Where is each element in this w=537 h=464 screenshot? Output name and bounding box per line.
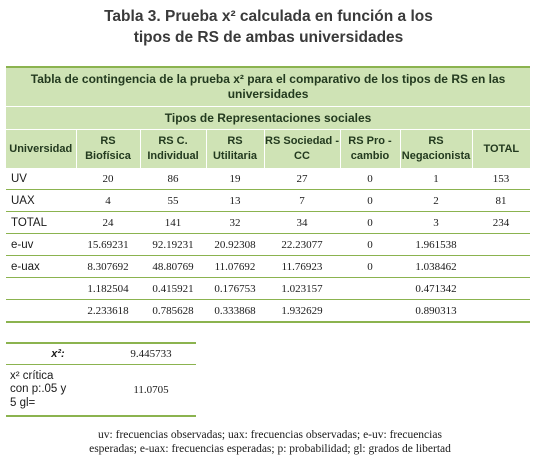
table-cell: 55 (140, 190, 206, 212)
table-cell (472, 300, 530, 323)
table-cell: 32 (206, 212, 264, 234)
table-cell: 0.471342 (400, 278, 472, 300)
table-cell: 0.785628 (140, 300, 206, 323)
column-header: TOTAL (472, 130, 530, 169)
table-row (6, 256, 530, 278)
table-cell: 24 (76, 212, 140, 234)
table-cell: 1.023157 (264, 278, 340, 300)
table-row (6, 234, 530, 256)
column-header: RS Sociedad - CC (264, 130, 340, 169)
table-cell: 3 (400, 212, 472, 234)
table-cell: 20.92308 (206, 234, 264, 256)
table-cell: 2 (400, 190, 472, 212)
table-title-line-1: Tabla 3. Prueba x² calculada en función a los (104, 8, 433, 25)
row-label: TOTAL (6, 212, 76, 234)
footnote-line-1: uv: frecuencias observadas; uax: frecuencias observadas; e-uv: frecuencias (98, 429, 442, 441)
critical-label-line-1: x² crítica (10, 369, 54, 382)
table-caption: Tabla de contingencia de la prueba x² para el comparativo de los tipos de RS en las universidades (6, 67, 530, 107)
table-cell: 19 (206, 168, 264, 190)
column-headers (6, 130, 530, 169)
table-cell: 0 (340, 168, 400, 190)
table-cell: 27 (264, 168, 340, 190)
table-cell: 0 (340, 234, 400, 256)
table-row (6, 168, 530, 190)
column-header: RS Negacionista (400, 130, 472, 169)
critical-label (6, 365, 106, 417)
table-cell: 81 (472, 190, 530, 212)
group-header: Tipos de Representaciones sociales (6, 107, 530, 130)
column-header: RS Pro - cambio (340, 130, 400, 169)
table-cell: 0.415921 (140, 278, 206, 300)
column-header: RS Biofísica (76, 130, 140, 169)
table-cell: 8.307692 (76, 256, 140, 278)
table-cell: 34 (264, 212, 340, 234)
row-label (6, 300, 76, 323)
table-cell: 11.76923 (264, 256, 340, 278)
row-label: UV (6, 168, 76, 190)
table-cell: 1.932629 (264, 300, 340, 323)
row-label: e-uax (6, 256, 76, 278)
column-header: RS C. Individual (140, 130, 206, 169)
critical-label-line-3: 5 gl= (10, 396, 36, 409)
footnote (40, 428, 500, 456)
table-cell: 0 (340, 212, 400, 234)
table-cell: 1.961538 (400, 234, 472, 256)
table-cell: 153 (472, 168, 530, 190)
table-title (0, 6, 537, 48)
row-label: e-uv (6, 234, 76, 256)
table-cell: 11.07692 (206, 256, 264, 278)
table-cell: 86 (140, 168, 206, 190)
table-cell: 0 (340, 256, 400, 278)
table-row (6, 300, 530, 323)
table-row (6, 278, 530, 300)
table-cell (472, 234, 530, 256)
table-cell: 0.176753 (206, 278, 264, 300)
row-label (6, 278, 76, 300)
table-cell: 1.182504 (76, 278, 140, 300)
table-cell: 48.80769 (140, 256, 206, 278)
table-cell: 13 (206, 190, 264, 212)
table-cell: 0.890313 (400, 300, 472, 323)
critical-value: 11.0705 (106, 365, 196, 417)
table-cell: 1.038462 (400, 256, 472, 278)
table-cell: 234 (472, 212, 530, 234)
table-cell: 2.233618 (76, 300, 140, 323)
table-cell: 0.333868 (206, 300, 264, 323)
table-cell: 92.19231 (140, 234, 206, 256)
table-cell: 20 (76, 168, 140, 190)
table-cell: 7 (264, 190, 340, 212)
table-cell (340, 300, 400, 323)
column-header: Universidad (6, 130, 76, 169)
table-cell: 22.23077 (264, 234, 340, 256)
table-cell (472, 278, 530, 300)
table-cell: 141 (140, 212, 206, 234)
table-cell: 0 (340, 190, 400, 212)
table-row (6, 190, 530, 212)
critical-label-line-2: con p:.05 y (10, 383, 67, 396)
table-title-line-2: tipos de RS de ambas universidades (133, 29, 404, 46)
table-cell: 15.69231 (76, 234, 140, 256)
contingency-table (6, 66, 530, 323)
table-cell (472, 256, 530, 278)
table-cell: 4 (76, 190, 140, 212)
chi-square-label: x²: (6, 343, 106, 365)
table-cell (340, 278, 400, 300)
table-row (6, 212, 530, 234)
footnote-line-2: esperadas; e-uax: frecuencias esperadas; p: probabilidad; gl: grados de libertad (89, 443, 451, 455)
chi-square-table (6, 342, 196, 417)
chi-square-value: 9.445733 (106, 343, 196, 365)
row-label: UAX (6, 190, 76, 212)
column-header: RS Utilitaria (206, 130, 264, 169)
table-cell: 1 (400, 168, 472, 190)
